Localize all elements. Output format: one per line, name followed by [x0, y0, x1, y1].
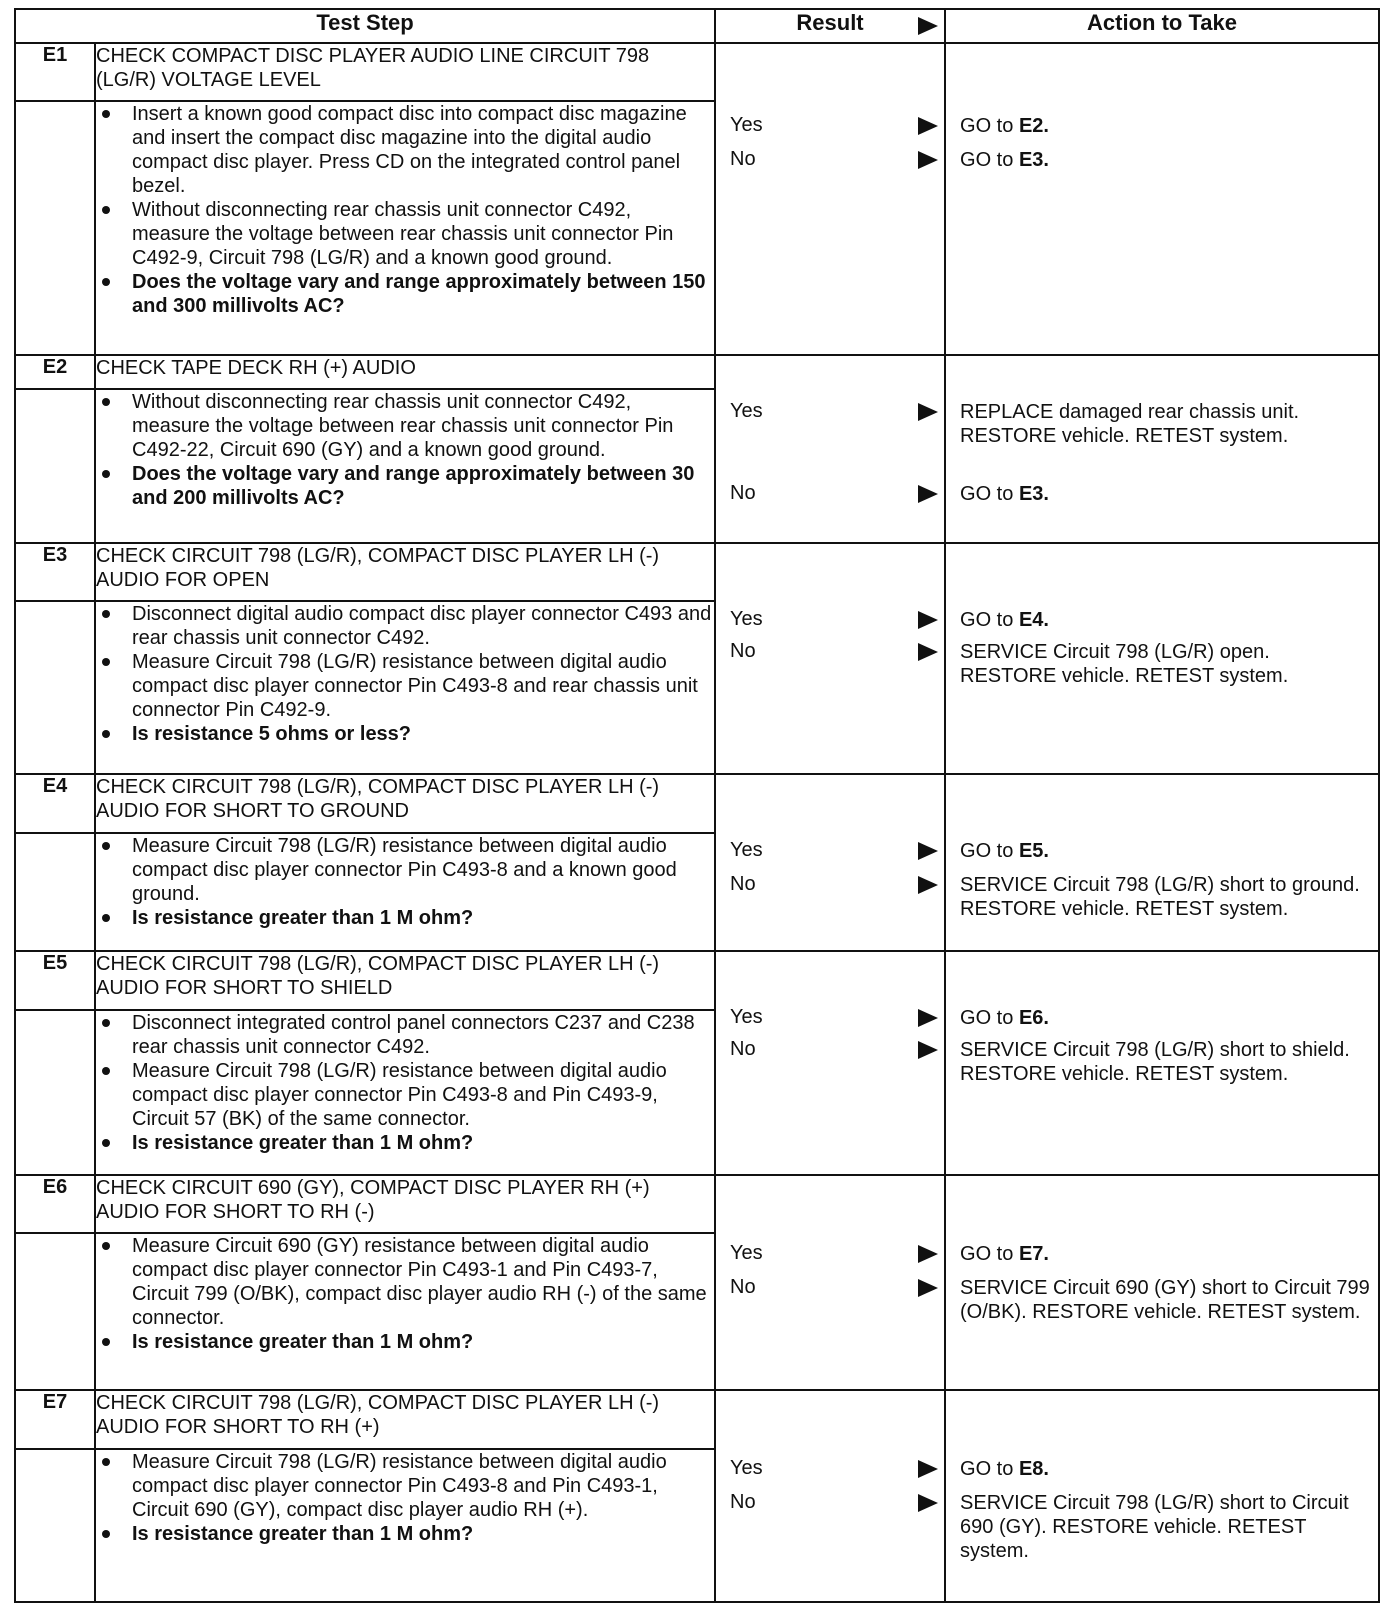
step-title: CHECK CIRCUIT 798 (LG/R), COMPACT DISC PLAYER LH (-) AUDIO FOR OPEN [95, 543, 715, 601]
action-yes: GO to E7. [960, 1242, 1049, 1265]
test-question: Is resistance 5 ohms or less? [132, 722, 714, 746]
test-question: Does the voltage vary and range approximately between 150 and 300 millivolts AC? [132, 270, 714, 318]
result-yes: Yes [730, 608, 938, 632]
step-title: CHECK CIRCUIT 798 (LG/R), COMPACT DISC PLAYER LH (-) AUDIO FOR SHORT TO SHIELD [95, 951, 715, 1009]
instruction-item: Measure Circuit 798 (LG/R) resistance between digital audio compact disc player connector Pin C493-8 and a known good ground. [132, 834, 714, 906]
result-cell [715, 951, 945, 1175]
step-title-row [15, 1175, 1379, 1233]
result-cell [715, 1390, 945, 1602]
result-header-label: Result [796, 10, 864, 35]
step-title-row [15, 1390, 1379, 1448]
test-question: Is resistance greater than 1 M ohm? [132, 1522, 714, 1546]
step-instructions [95, 389, 715, 542]
step-id: E2 [15, 355, 95, 389]
arrow-right-icon [918, 117, 938, 135]
result-no: No [730, 1491, 938, 1515]
arrow-right-icon [918, 1009, 938, 1027]
instruction-item: Measure Circuit 690 (GY) resistance between digital audio compact disc player connector Pin C493-1 and Pin C493-7, Circuit 799 (O/BK), compact disc player audio RH (-) of the same connector. [132, 1234, 714, 1330]
action-no: SERVICE Circuit 798 (LG/R) open. RESTORE vehicle. RETEST system. [960, 640, 1289, 687]
step-id: E4 [15, 774, 95, 832]
step-title: CHECK CIRCUIT 798 (LG/R), COMPACT DISC PLAYER LH (-) AUDIO FOR SHORT TO GROUND [95, 774, 715, 832]
instruction-item: Without disconnecting rear chassis unit connector C492, measure the voltage between rear chassis unit connector Pin C492-9, Circuit 798 (LG/R) and a known good ground. [132, 198, 714, 270]
step-title-row [15, 355, 1379, 389]
step-title: CHECK COMPACT DISC PLAYER AUDIO LINE CIRCUIT 798 (LG/R) VOLTAGE LEVEL [95, 43, 715, 101]
action-no: SERVICE Circuit 690 (GY) short to Circuit 799 (O/BK). RESTORE vehicle. RETEST system. [960, 1276, 1370, 1323]
result-no: No [730, 873, 938, 897]
result-cell [715, 543, 945, 775]
action-header: Action to Take [945, 9, 1379, 43]
step-instructions [95, 1449, 715, 1602]
step-title-row [15, 951, 1379, 1009]
arrow-right-icon [918, 17, 938, 35]
instruction-item: Disconnect digital audio compact disc player connector C493 and rear chassis unit connector C492. [132, 602, 714, 650]
action-yes: GO to E6. [960, 1007, 1049, 1030]
action-yes: GO to E5. [960, 840, 1049, 863]
arrow-right-icon [918, 876, 938, 894]
instruction-item: Disconnect integrated control panel connectors C237 and C238 rear chassis unit connector C492. [132, 1011, 714, 1059]
test-question: Is resistance greater than 1 M ohm? [132, 906, 714, 930]
instruction-item: Measure Circuit 798 (LG/R) resistance between digital audio compact disc player connector Pin C493-8 and Pin C493-9, Circuit 57 (BK) of the same connector. [132, 1059, 714, 1131]
result-header [715, 9, 945, 43]
step-title: CHECK TAPE DECK RH (+) AUDIO [95, 355, 715, 389]
action-yes: GO to E2. [960, 115, 1049, 137]
arrow-right-icon [918, 842, 938, 860]
arrow-right-icon [918, 151, 938, 169]
result-yes: Yes [730, 1242, 938, 1266]
step-instructions [95, 1233, 715, 1390]
step-title: CHECK CIRCUIT 798 (LG/R), COMPACT DISC PLAYER LH (-) AUDIO FOR SHORT TO RH (+) [95, 1390, 715, 1448]
result-yes: Yes [730, 1006, 938, 1030]
result-yes: Yes [730, 114, 938, 138]
result-yes: Yes [730, 1457, 938, 1481]
result-no: No [730, 640, 938, 664]
pinpoint-test-table [14, 8, 1380, 1603]
action-no: SERVICE Circuit 798 (LG/R) short to shield. RESTORE vehicle. RETEST system. [960, 1039, 1350, 1086]
step-id: E1 [15, 43, 95, 101]
action-cell [945, 543, 1379, 775]
action-no: SERVICE Circuit 798 (LG/R) short to ground. RESTORE vehicle. RETEST system. [960, 874, 1360, 921]
action-no: SERVICE Circuit 798 (LG/R) short to Circuit 690 (GY). RESTORE vehicle. RETEST system. [960, 1492, 1349, 1563]
test-question: Is resistance greater than 1 M ohm? [132, 1131, 714, 1155]
action-cell [945, 1390, 1379, 1602]
step-instructions [95, 601, 715, 774]
step-id: E7 [15, 1390, 95, 1448]
result-cell [715, 774, 945, 951]
arrow-right-icon [918, 1279, 938, 1297]
step-title-row [15, 43, 1379, 101]
action-yes: GO to E8. [960, 1458, 1049, 1481]
arrow-right-icon [918, 1245, 938, 1263]
step-id: E3 [15, 543, 95, 601]
action-cell [945, 43, 1379, 355]
action-yes: REPLACE damaged rear chassis unit. RESTORE vehicle. RETEST system. [960, 401, 1300, 448]
result-no: No [730, 1038, 938, 1062]
step-instructions [95, 1010, 715, 1175]
step-id: E6 [15, 1175, 95, 1233]
arrow-right-icon [918, 611, 938, 629]
arrow-right-icon [918, 643, 938, 661]
result-cell [715, 355, 945, 542]
step-title: CHECK CIRCUIT 690 (GY), COMPACT DISC PLAYER RH (+) AUDIO FOR SHORT TO RH (-) [95, 1175, 715, 1233]
step-instructions [95, 833, 715, 952]
test-question: Is resistance greater than 1 M ohm? [132, 1330, 714, 1354]
arrow-right-icon [918, 485, 938, 503]
header-row [15, 9, 1379, 43]
action-cell [945, 1175, 1379, 1391]
step-title-row [15, 774, 1379, 832]
step-id: E5 [15, 951, 95, 1009]
arrow-right-icon [918, 1460, 938, 1478]
action-cell [945, 355, 1379, 542]
action-yes: GO to E4. [960, 608, 1049, 631]
arrow-right-icon [918, 1494, 938, 1512]
action-cell [945, 774, 1379, 951]
step-title-row [15, 543, 1379, 601]
result-cell [715, 43, 945, 355]
result-no: No [730, 148, 938, 172]
test-question: Does the voltage vary and range approximately between 30 and 200 millivolts AC? [132, 462, 714, 510]
action-no: GO to E3. [960, 149, 1049, 171]
instruction-item: Measure Circuit 798 (LG/R) resistance between digital audio compact disc player connector Pin C493-8 and Pin C493-1, Circuit 690 (GY), compact disc player audio RH (+). [132, 1450, 714, 1522]
result-yes: Yes [730, 839, 938, 863]
result-no: No [730, 1276, 938, 1300]
test-step-header: Test Step [15, 9, 715, 43]
instruction-item: Without disconnecting rear chassis unit connector C492, measure the voltage between rear chassis unit connector Pin C492-22, Circuit 690 (GY) and a known good ground. [132, 390, 714, 462]
action-cell [945, 951, 1379, 1175]
arrow-right-icon [918, 1041, 938, 1059]
result-no: No [730, 482, 938, 506]
step-instructions [95, 101, 715, 355]
result-cell [715, 1175, 945, 1391]
result-yes: Yes [730, 400, 938, 424]
arrow-right-icon [918, 403, 938, 421]
action-no: GO to E3. [960, 483, 1049, 506]
instruction-item: Measure Circuit 798 (LG/R) resistance between digital audio compact disc player connector Pin C493-8 and rear chassis unit connector Pin C492-9. [132, 650, 714, 722]
instruction-item: Insert a known good compact disc into compact disc magazine and insert the compact disc magazine into the digital audio compact disc player. Press CD on the integrated control panel bezel. [132, 102, 714, 198]
